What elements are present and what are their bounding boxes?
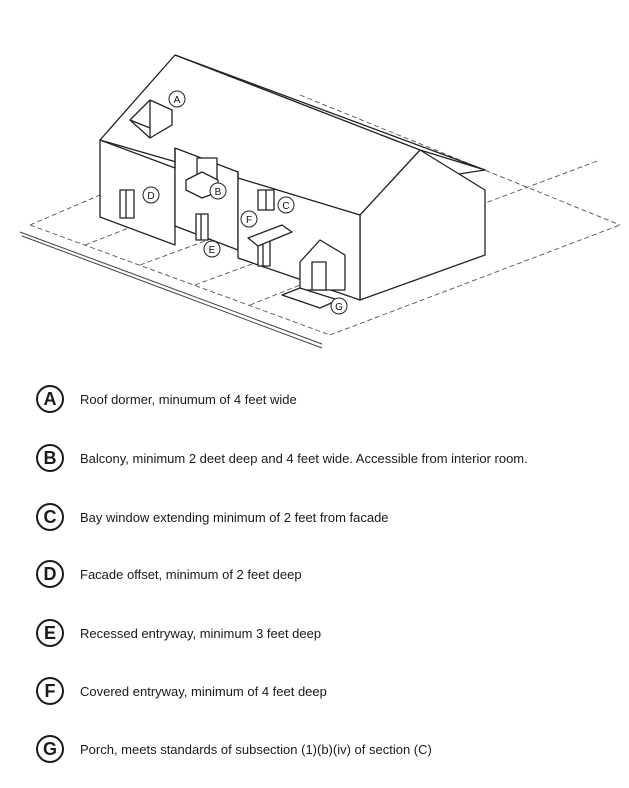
- legend-text: Roof dormer, minumum of 4 feet wide: [80, 391, 297, 407]
- legend-text: Facade offset, minimum of 2 feet deep: [80, 566, 302, 582]
- legend-text: Porch, meets standards of subsection (1)(b)(iv) of section (C): [80, 741, 432, 757]
- legend-letter: F: [36, 677, 64, 705]
- svg-text:D: D: [147, 191, 155, 202]
- legend-row-b: [36, 441, 528, 475]
- legend-letter: E: [36, 619, 64, 647]
- svg-text:B: B: [214, 187, 222, 198]
- legend-letter: A: [36, 385, 64, 413]
- legend-text: Balcony, minimum 2 deet deep and 4 feet wide. Accessible from interior room.: [80, 450, 528, 466]
- svg-text:G: G: [335, 302, 343, 313]
- svg-text:E: E: [208, 245, 216, 256]
- svg-text:F: F: [245, 215, 253, 226]
- legend-letter: G: [36, 735, 64, 763]
- legend-letter: D: [36, 560, 64, 588]
- legend-text: Recessed entryway, minimum 3 feet deep: [80, 625, 322, 641]
- svg-text:C: C: [282, 201, 290, 212]
- legend-row-c: [36, 500, 389, 534]
- svg-text:A: A: [173, 95, 181, 106]
- legend-text: Bay window extending minimum of 2 feet from facade: [80, 509, 389, 525]
- legend-letter: C: [36, 503, 64, 531]
- legend-row-d: [36, 557, 302, 591]
- legend-text: Covered entryway, minimum of 4 feet deep: [80, 683, 327, 699]
- legend-row-a: [36, 382, 297, 416]
- legend-row-f: [36, 674, 327, 708]
- legend-row-g: [36, 732, 432, 766]
- legend-row-e: [36, 616, 321, 650]
- legend-letter: B: [36, 444, 64, 472]
